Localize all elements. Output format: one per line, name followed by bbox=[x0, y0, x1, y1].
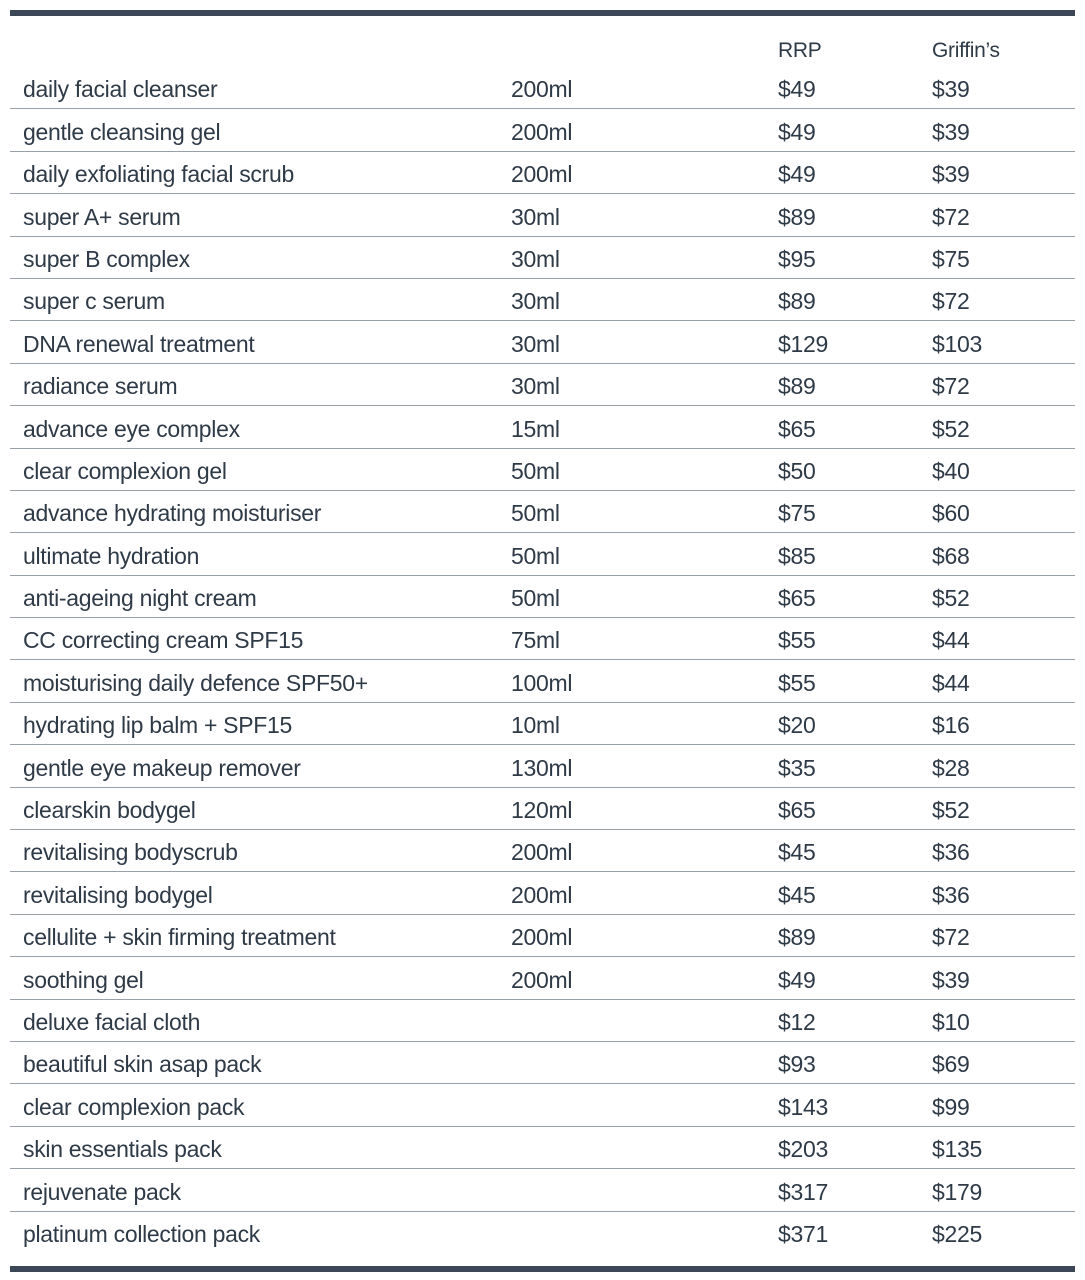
griffins-price-cell: $52 bbox=[932, 585, 970, 612]
table-row bbox=[10, 1168, 1075, 1210]
griffins-price-cell: $36 bbox=[932, 881, 970, 908]
table-row bbox=[10, 236, 1075, 278]
table-row bbox=[10, 1126, 1075, 1168]
table-row bbox=[10, 1083, 1075, 1125]
rrp-price-cell: $89 bbox=[778, 203, 816, 230]
griffins-price-cell: $179 bbox=[932, 1178, 982, 1205]
product-name-cell: clear complexion pack bbox=[23, 1093, 245, 1120]
table-row bbox=[10, 787, 1075, 829]
product-size-cell: 130ml bbox=[511, 754, 573, 781]
griffins-price-cell: $39 bbox=[932, 966, 970, 993]
rrp-price-cell: $143 bbox=[778, 1093, 828, 1120]
table-row bbox=[10, 320, 1075, 362]
rrp-price-cell: $65 bbox=[778, 585, 816, 612]
griffins-price-cell: $39 bbox=[932, 76, 970, 103]
griffins-price-cell: $40 bbox=[932, 457, 970, 484]
rrp-price-cell: $45 bbox=[778, 881, 816, 908]
product-size-cell: 200ml bbox=[511, 924, 573, 951]
rrp-price-cell: $50 bbox=[778, 457, 816, 484]
rrp-price-cell: $129 bbox=[778, 330, 828, 357]
product-size-cell: 10ml bbox=[511, 712, 560, 739]
rrp-price-cell: $89 bbox=[778, 288, 816, 315]
product-name-cell: daily facial cleanser bbox=[23, 76, 218, 103]
griffins-price-cell: $72 bbox=[932, 924, 970, 951]
table-row bbox=[10, 151, 1075, 193]
product-name-cell: revitalising bodygel bbox=[23, 881, 213, 908]
product-name-cell: super A+ serum bbox=[23, 203, 181, 230]
griffins-price-cell: $69 bbox=[932, 1051, 970, 1078]
griffins-price-cell: $99 bbox=[932, 1093, 970, 1120]
table-row bbox=[10, 999, 1075, 1041]
product-name-cell: clear complexion gel bbox=[23, 457, 227, 484]
table-row bbox=[10, 617, 1075, 659]
product-name-cell: radiance serum bbox=[23, 373, 178, 400]
rrp-price-cell: $65 bbox=[778, 797, 816, 824]
rrp-price-cell: $49 bbox=[778, 76, 816, 103]
product-name-cell: advance eye complex bbox=[23, 415, 240, 442]
product-name-cell: beautiful skin asap pack bbox=[23, 1051, 262, 1078]
product-name-cell: CC correcting cream SPF15 bbox=[23, 627, 304, 654]
rrp-price-cell: $55 bbox=[778, 669, 816, 696]
rrp-price-cell: $12 bbox=[778, 1008, 816, 1035]
table-row bbox=[10, 575, 1075, 617]
product-name-cell: anti-ageing night cream bbox=[23, 585, 257, 612]
product-size-cell: 15ml bbox=[511, 415, 560, 442]
table-row bbox=[10, 405, 1075, 447]
product-name-cell: gentle cleansing gel bbox=[23, 118, 221, 145]
rrp-price-cell: $49 bbox=[778, 118, 816, 145]
product-name-cell: skin essentials pack bbox=[23, 1136, 222, 1163]
table-row bbox=[10, 532, 1075, 574]
table-row bbox=[10, 1211, 1075, 1253]
rrp-price-cell: $35 bbox=[778, 754, 816, 781]
product-size-cell: 200ml bbox=[511, 161, 573, 188]
table-row bbox=[10, 914, 1075, 956]
product-size-cell: 200ml bbox=[511, 881, 573, 908]
griffins-price-cell: $135 bbox=[932, 1136, 982, 1163]
griffins-price-cell: $39 bbox=[932, 118, 970, 145]
product-name-cell: super c serum bbox=[23, 288, 165, 315]
griffins-price-cell: $39 bbox=[932, 161, 970, 188]
griffins-price-cell: $225 bbox=[932, 1220, 982, 1247]
product-name-cell: hydrating lip balm + SPF15 bbox=[23, 712, 292, 739]
griffins-price-cell: $44 bbox=[932, 669, 970, 696]
rrp-price-cell: $89 bbox=[778, 373, 816, 400]
rrp-price-cell: $49 bbox=[778, 966, 816, 993]
table-row bbox=[10, 659, 1075, 701]
griffins-price-cell: $72 bbox=[932, 373, 970, 400]
griffins-price-cell: $36 bbox=[932, 839, 970, 866]
column-header-griffins: Griffin’s bbox=[932, 39, 1000, 62]
griffins-price-cell: $72 bbox=[932, 203, 970, 230]
table-row bbox=[10, 278, 1075, 320]
product-size-cell: 30ml bbox=[511, 288, 560, 315]
rrp-price-cell: $95 bbox=[778, 245, 816, 272]
product-name-cell: cellulite + skin firming treatment bbox=[23, 924, 336, 951]
table-row bbox=[10, 66, 1075, 108]
product-name-cell: gentle eye makeup remover bbox=[23, 754, 301, 781]
table-row bbox=[10, 829, 1075, 871]
product-size-cell: 30ml bbox=[511, 330, 560, 357]
table-row bbox=[10, 871, 1075, 913]
table-row bbox=[10, 108, 1075, 150]
product-size-cell: 200ml bbox=[511, 76, 573, 103]
rrp-price-cell: $45 bbox=[778, 839, 816, 866]
product-size-cell: 30ml bbox=[511, 203, 560, 230]
product-size-cell: 200ml bbox=[511, 839, 573, 866]
product-name-cell: deluxe facial cloth bbox=[23, 1008, 201, 1035]
rrp-price-cell: $20 bbox=[778, 712, 816, 739]
rrp-price-cell: $317 bbox=[778, 1178, 828, 1205]
product-name-cell: soothing gel bbox=[23, 966, 144, 993]
product-name-cell: clearskin bodygel bbox=[23, 797, 196, 824]
product-size-cell: 30ml bbox=[511, 245, 560, 272]
product-size-cell: 50ml bbox=[511, 500, 560, 527]
column-header-rrp: RRP bbox=[778, 39, 822, 62]
product-size-cell: 50ml bbox=[511, 585, 560, 612]
griffins-price-cell: $16 bbox=[932, 712, 970, 739]
table-row bbox=[10, 363, 1075, 405]
griffins-price-cell: $103 bbox=[932, 330, 982, 357]
table-row bbox=[10, 193, 1075, 235]
table-row bbox=[10, 702, 1075, 744]
product-name-cell: moisturising daily defence SPF50+ bbox=[23, 669, 368, 696]
rrp-price-cell: $203 bbox=[778, 1136, 828, 1163]
rrp-price-cell: $55 bbox=[778, 627, 816, 654]
table-row bbox=[10, 1041, 1075, 1083]
table-body bbox=[10, 66, 1075, 1253]
griffins-price-cell: $72 bbox=[932, 288, 970, 315]
product-name-cell: platinum collection pack bbox=[23, 1220, 260, 1247]
table-row bbox=[10, 744, 1075, 786]
table-row bbox=[10, 448, 1075, 490]
griffins-price-cell: $28 bbox=[932, 754, 970, 781]
product-size-cell: 30ml bbox=[511, 373, 560, 400]
product-name-cell: rejuvenate pack bbox=[23, 1178, 181, 1205]
rrp-price-cell: $75 bbox=[778, 500, 816, 527]
table-header-row bbox=[10, 24, 1075, 66]
table-top-rule bbox=[10, 10, 1075, 16]
griffins-price-cell: $68 bbox=[932, 542, 970, 569]
table-bottom-rule bbox=[10, 1266, 1075, 1272]
table-row bbox=[10, 490, 1075, 532]
griffins-price-cell: $60 bbox=[932, 500, 970, 527]
product-size-cell: 75ml bbox=[511, 627, 560, 654]
griffins-price-cell: $75 bbox=[932, 245, 970, 272]
table-row bbox=[10, 956, 1075, 998]
rrp-price-cell: $89 bbox=[778, 924, 816, 951]
griffins-price-cell: $52 bbox=[932, 797, 970, 824]
rrp-price-cell: $65 bbox=[778, 415, 816, 442]
product-name-cell: super B complex bbox=[23, 245, 190, 272]
griffins-price-cell: $52 bbox=[932, 415, 970, 442]
product-size-cell: 50ml bbox=[511, 457, 560, 484]
product-name-cell: daily exfoliating facial scrub bbox=[23, 161, 294, 188]
product-name-cell: ultimate hydration bbox=[23, 542, 200, 569]
price-table bbox=[10, 24, 1075, 1253]
griffins-price-cell: $10 bbox=[932, 1008, 970, 1035]
product-size-cell: 50ml bbox=[511, 542, 560, 569]
rrp-price-cell: $371 bbox=[778, 1220, 828, 1247]
product-name-cell: advance hydrating moisturiser bbox=[23, 500, 322, 527]
product-name-cell: revitalising bodyscrub bbox=[23, 839, 238, 866]
product-size-cell: 200ml bbox=[511, 966, 573, 993]
rrp-price-cell: $93 bbox=[778, 1051, 816, 1078]
product-size-cell: 120ml bbox=[511, 797, 573, 824]
rrp-price-cell: $85 bbox=[778, 542, 816, 569]
product-size-cell: 100ml bbox=[511, 669, 573, 696]
product-size-cell: 200ml bbox=[511, 118, 573, 145]
product-name-cell: DNA renewal treatment bbox=[23, 330, 255, 357]
griffins-price-cell: $44 bbox=[932, 627, 970, 654]
rrp-price-cell: $49 bbox=[778, 161, 816, 188]
